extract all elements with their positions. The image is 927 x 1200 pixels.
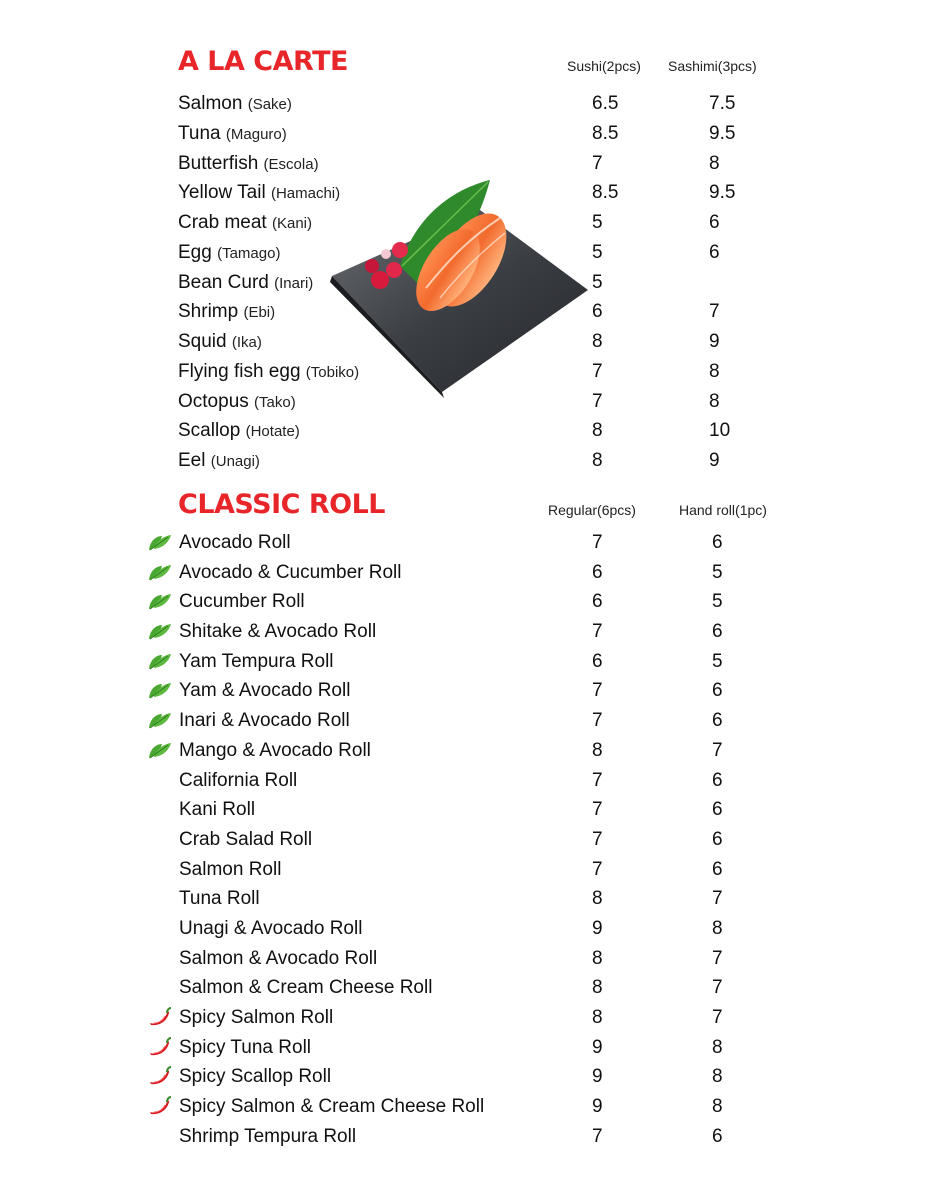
- item-name: Eel (Unagi): [178, 450, 260, 471]
- roll-name: Inari & Avocado Roll: [179, 710, 350, 732]
- hand-roll-price: 6: [712, 799, 723, 821]
- item-japanese-name: (Inari): [274, 274, 314, 292]
- regular-price: 7: [592, 621, 603, 643]
- roll-name: Salmon Roll: [179, 858, 282, 880]
- menu-item-row: [0, 94, 927, 124]
- salmon-sashimi-plate-image: [330, 178, 590, 398]
- regular-price: 9: [592, 917, 603, 939]
- sashimi-price: 8: [709, 152, 720, 174]
- roll-item-row: [0, 563, 927, 593]
- roll-item-row: [0, 652, 927, 682]
- classic-roll-title: CLASSIC ROLL: [178, 489, 386, 520]
- item-name: Yellow Tail (Hamachi): [178, 182, 341, 204]
- sushi-price: 7: [592, 152, 603, 174]
- sashimi-price: 9.5: [709, 122, 736, 144]
- roll-item-row: [0, 771, 927, 801]
- regular-price: 9: [592, 1036, 603, 1058]
- item-japanese-name: (Hotate): [245, 423, 300, 441]
- item-japanese-name: (Tamago): [217, 244, 281, 262]
- chili-pepper-icon: [148, 1096, 172, 1116]
- roll-item-row: [0, 1008, 927, 1038]
- sashimi-price: 6: [709, 212, 720, 233]
- item-japanese-name: (Kani): [271, 215, 312, 232]
- roll-item-row: [0, 741, 927, 771]
- regular-price: 8: [592, 947, 603, 969]
- sushi-price: 6: [592, 301, 603, 323]
- roll-name: Yam & Avocado Roll: [179, 680, 351, 702]
- leaf-icon: [148, 651, 172, 671]
- hand-roll-price: 7: [712, 947, 723, 969]
- hand-roll-price: 6: [712, 1125, 723, 1147]
- item-name: Flying fish egg (Tobiko): [178, 360, 360, 382]
- hand-roll-price: 8: [712, 1036, 723, 1058]
- roll-name: Yam Tempura Roll: [179, 650, 334, 672]
- sashimi-price: 8: [709, 360, 720, 382]
- leaf-icon: [148, 680, 172, 700]
- sushi-price: 7: [592, 390, 603, 412]
- sushi-price: 5: [592, 212, 603, 233]
- regular-price: 7: [592, 1125, 603, 1147]
- roll-name: Mango & Avocado Roll: [179, 739, 371, 761]
- sushi-price: 6.5: [592, 93, 619, 114]
- hand-roll-price: 6: [712, 858, 723, 880]
- hand-roll-price: 6: [712, 532, 723, 553]
- sashimi-price: 9: [709, 331, 720, 352]
- roll-item-row: [0, 622, 927, 652]
- item-japanese-name: (Sake): [247, 96, 292, 113]
- item-name: Bean Curd (Inari): [178, 271, 314, 293]
- roll-item-row: [0, 830, 927, 860]
- sushi-price: 8: [592, 450, 603, 471]
- roll-item-row: [0, 1127, 927, 1157]
- sashimi-price: 10: [709, 420, 731, 442]
- item-name: Salmon (Sake): [178, 93, 292, 114]
- sushi-price: 5: [592, 271, 603, 293]
- hand-roll-price: 7: [712, 739, 723, 761]
- roll-name: Spicy Salmon Roll: [179, 1007, 334, 1028]
- hand-roll-price: 6: [712, 680, 723, 702]
- item-japanese-name: (Ika): [231, 334, 262, 351]
- leaf-icon: [148, 591, 172, 611]
- item-japanese-name: (Ebi): [243, 304, 276, 322]
- sushi-price: 8.5: [592, 182, 619, 204]
- regular-price: 7: [592, 799, 603, 821]
- roll-item-row: [0, 681, 927, 711]
- a-la-carte-title: A LA CARTE: [178, 46, 348, 77]
- regular-price: 8: [592, 739, 603, 761]
- sashimi-price: 7.5: [709, 93, 736, 114]
- roll-item-row: [0, 919, 927, 949]
- hand-roll-price: 7: [712, 1007, 723, 1028]
- roll-name: California Roll: [179, 769, 298, 791]
- roll-item-row: [0, 711, 927, 741]
- roll-name: Avocado Roll: [179, 532, 291, 553]
- roll-name: Cucumber Roll: [179, 591, 305, 613]
- sushi-price: 7: [592, 360, 603, 382]
- roll-item-row: [0, 978, 927, 1008]
- item-japanese-name: (Unagi): [210, 453, 260, 470]
- regular-price: 7: [592, 710, 603, 732]
- chili-pepper-icon: [148, 1037, 172, 1057]
- roll-name: Shitake & Avocado Roll: [179, 621, 377, 643]
- hand-roll-price: 8: [712, 917, 723, 939]
- item-name: Shrimp (Ebi): [178, 301, 276, 323]
- roll-name: Spicy Salmon & Cream Cheese Roll: [179, 1096, 485, 1118]
- hand-roll-price: 7: [712, 888, 723, 910]
- leaf-icon: [148, 740, 172, 760]
- menu-item-row: [0, 451, 927, 481]
- regular-price: 6: [592, 650, 603, 672]
- sashimi-price: 9: [709, 450, 720, 471]
- roll-item-row: [0, 1067, 927, 1097]
- roll-item-row: [0, 592, 927, 622]
- roll-name: Tuna Roll: [179, 888, 260, 910]
- roll-item-row: [0, 860, 927, 890]
- sashimi-column-header: Sashimi(3pcs): [668, 58, 757, 74]
- item-name: Butterfish (Escola): [178, 152, 319, 174]
- roll-name: Salmon & Cream Cheese Roll: [179, 977, 433, 999]
- hand-roll-price: 5: [712, 650, 723, 672]
- item-japanese-name: (Tobiko): [305, 363, 360, 381]
- leaf-icon: [148, 532, 172, 552]
- roll-name: Shrimp Tempura Roll: [179, 1125, 357, 1147]
- item-name: Scallop (Hotate): [178, 420, 300, 442]
- hand-roll-price: 5: [712, 561, 723, 583]
- chili-pepper-icon: [148, 1007, 172, 1027]
- roll-name: Unagi & Avocado Roll: [179, 917, 363, 939]
- sushi-price: 8: [592, 420, 603, 442]
- roll-item-row: [0, 889, 927, 919]
- roll-name: Spicy Scallop Roll: [179, 1066, 332, 1088]
- regular-price: 6: [592, 591, 603, 613]
- classic-roll-list: [0, 533, 927, 1156]
- hand-roll-price: 6: [712, 769, 723, 791]
- item-name: Octopus (Tako): [178, 390, 296, 412]
- hand-roll-price: 8: [712, 1096, 723, 1118]
- regular-price: 7: [592, 680, 603, 702]
- item-japanese-name: (Hamachi): [270, 185, 341, 203]
- sashimi-price: 9.5: [709, 182, 736, 204]
- hand-roll-price: 5: [712, 591, 723, 613]
- roll-name: Salmon & Avocado Roll: [179, 947, 378, 969]
- item-name: Tuna (Maguro): [178, 122, 287, 144]
- sashimi-price: 8: [709, 390, 720, 412]
- sushi-price: 5: [592, 241, 603, 263]
- roll-item-row: [0, 949, 927, 979]
- hand-roll-price: 6: [712, 828, 723, 850]
- roll-item-row: [0, 1038, 927, 1068]
- leaf-icon: [148, 621, 172, 641]
- regular-price: 7: [592, 769, 603, 791]
- roll-item-row: [0, 533, 927, 563]
- regular-price: 8: [592, 1007, 603, 1028]
- regular-price: 8: [592, 888, 603, 910]
- regular-price: 7: [592, 828, 603, 850]
- chili-pepper-icon: [148, 1066, 172, 1086]
- menu-item-row: [0, 124, 927, 154]
- sushi-price: 8: [592, 331, 603, 352]
- sushi-column-header: Sushi(2pcs): [567, 58, 641, 74]
- sushi-price: 8.5: [592, 122, 619, 144]
- roll-item-row: [0, 800, 927, 830]
- regular-price: 6: [592, 561, 603, 583]
- roll-name: Kani Roll: [179, 799, 256, 821]
- item-name: Crab meat (Kani): [178, 212, 312, 233]
- item-japanese-name: (Tako): [254, 393, 296, 411]
- regular-price: 9: [592, 1096, 603, 1118]
- regular-price: 8: [592, 977, 603, 999]
- sashimi-price: 7: [709, 301, 720, 323]
- item-name: Squid (Ika): [178, 331, 262, 352]
- item-japanese-name: (Maguro): [225, 125, 287, 143]
- roll-name: Avocado & Cucumber Roll: [179, 561, 402, 583]
- hand-roll-price: 7: [712, 977, 723, 999]
- hand-roll-price: 6: [712, 710, 723, 732]
- regular-price: 7: [592, 858, 603, 880]
- roll-name: Spicy Tuna Roll: [179, 1036, 312, 1058]
- roll-item-row: [0, 1097, 927, 1127]
- hand-roll-price: 6: [712, 621, 723, 643]
- regular-price: 7: [592, 532, 603, 553]
- regular-price: 9: [592, 1066, 603, 1088]
- item-name: Egg (Tamago): [178, 241, 281, 263]
- roll-name: Crab Salad Roll: [179, 828, 313, 850]
- sashimi-price: 6: [709, 241, 720, 263]
- regular-column-header: Regular(6pcs): [548, 502, 636, 518]
- leaf-icon: [148, 710, 172, 730]
- item-japanese-name: (Escola): [263, 155, 319, 173]
- hand-roll-column-header: Hand roll(1pc): [679, 502, 767, 518]
- leaf-icon: [148, 562, 172, 582]
- menu-item-row: [0, 421, 927, 451]
- hand-roll-price: 8: [712, 1066, 723, 1088]
